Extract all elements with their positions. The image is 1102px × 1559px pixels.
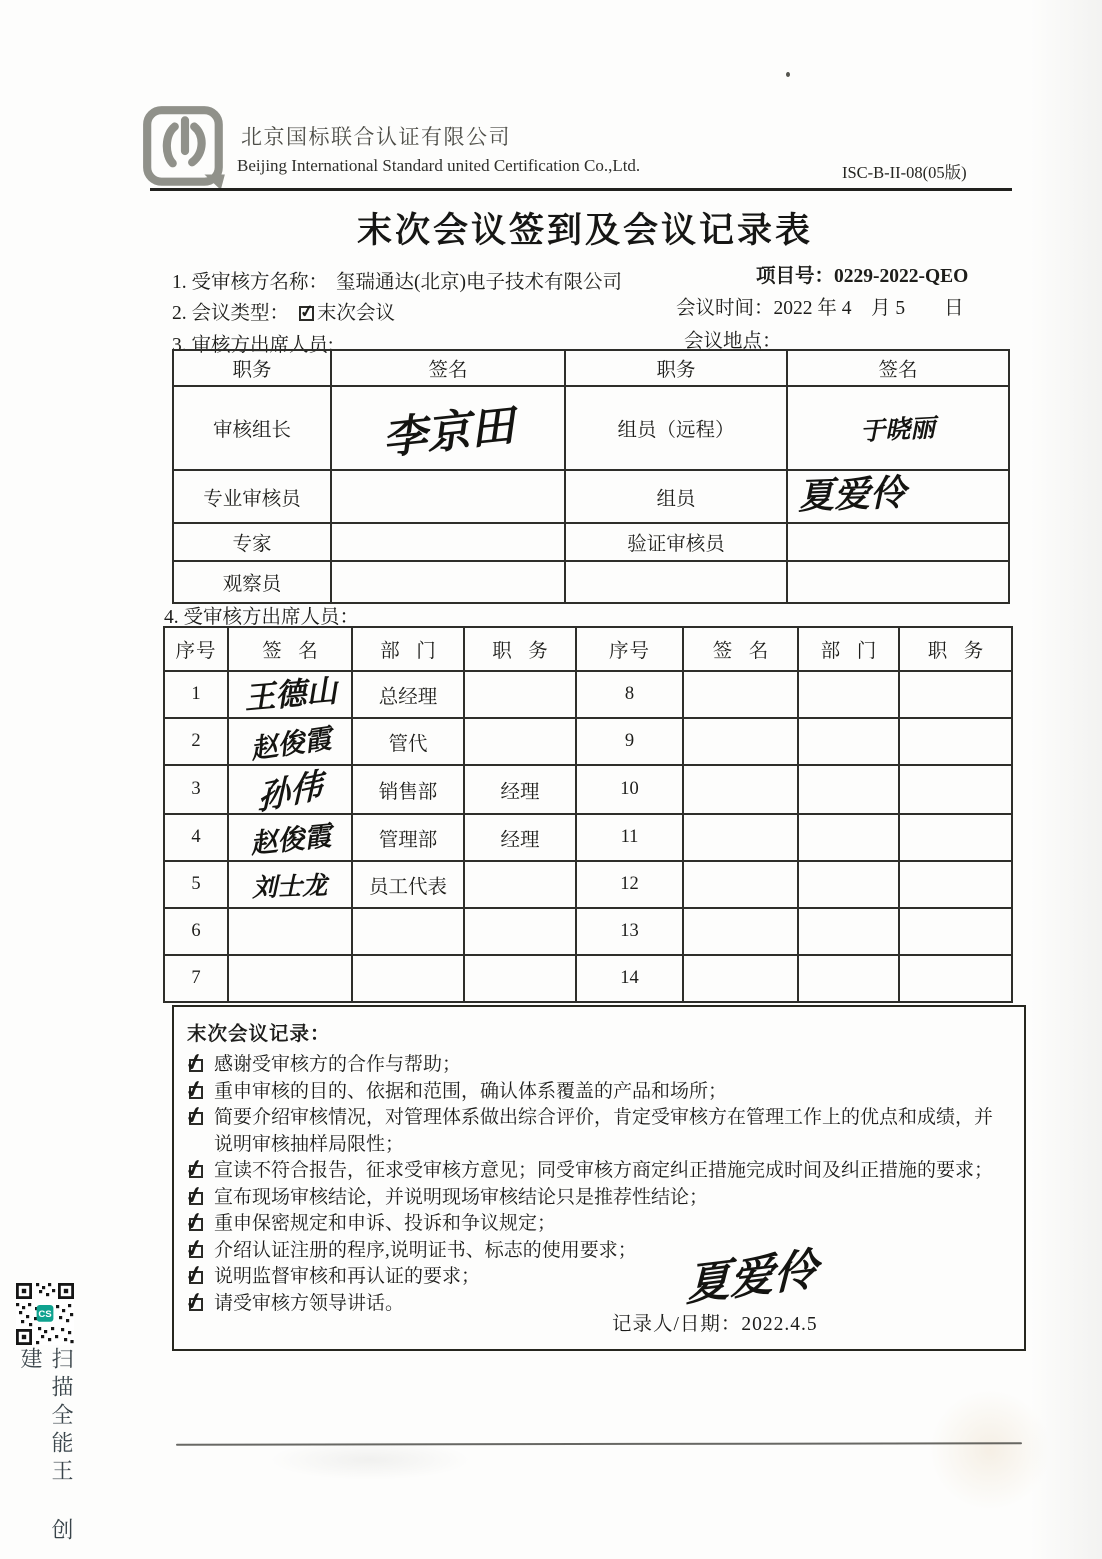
project-number-line bbox=[756, 260, 968, 288]
department-cell bbox=[798, 955, 899, 1002]
auditee-name-label: 1. 受审核方名称： bbox=[172, 272, 329, 293]
checkbox-checked-icon bbox=[189, 1059, 203, 1072]
position-cell bbox=[899, 765, 1012, 814]
meeting-type-value: 末次会议 bbox=[317, 303, 396, 324]
auditor-signin-table bbox=[172, 349, 1010, 604]
record-item-text: 宣布现场审核结论，并说明现场审核结论只是推荐性结论； bbox=[214, 1186, 709, 1208]
serial-cell: 13 bbox=[576, 908, 683, 955]
role-cell: 验证审核员 bbox=[565, 523, 787, 561]
position-cell bbox=[464, 718, 576, 765]
serial-cell: 4 bbox=[164, 814, 228, 861]
column-header-position: 职务 bbox=[464, 627, 576, 671]
record-checklist-item bbox=[189, 1238, 1024, 1265]
serial-cell: 8 bbox=[576, 671, 683, 718]
page-fold-line bbox=[176, 1442, 1022, 1445]
table-row bbox=[164, 765, 1012, 814]
scan-smudge bbox=[270, 1440, 470, 1480]
department-cell bbox=[798, 814, 899, 861]
signature-attendee: 刘士龙 bbox=[252, 872, 329, 902]
role-cell bbox=[565, 561, 787, 603]
column-header-role: 职务 bbox=[565, 350, 787, 386]
department-cell bbox=[798, 908, 899, 955]
company-name-en: Beijing International Standard united Certification Co.,Ltd. bbox=[237, 156, 641, 175]
table-row bbox=[164, 955, 1012, 1002]
department-cell: 管理部 bbox=[352, 814, 464, 861]
signature-cell bbox=[683, 765, 798, 814]
position-cell bbox=[464, 861, 576, 908]
auditor-attendees-label: 3. 审核方出席人员: bbox=[172, 335, 334, 356]
scan-smudge bbox=[930, 1390, 1050, 1510]
project-number-label: 项目号： bbox=[756, 266, 835, 287]
checkbox-checked-icon bbox=[189, 1192, 203, 1205]
record-item-text: 宣读不符合报告，征求受审核方意见；同受审核方商定纠正措施完成时间及纠正措施的要求； bbox=[214, 1160, 994, 1181]
signature-cell bbox=[787, 386, 1009, 470]
signature-cell bbox=[228, 814, 352, 861]
position-cell bbox=[464, 671, 576, 718]
checkbox-checked-icon bbox=[189, 1165, 203, 1178]
table-row bbox=[164, 718, 1012, 765]
company-name-cn: 北京国标联合认证有限公司 bbox=[241, 125, 511, 149]
signature-cell bbox=[787, 561, 1009, 603]
department-cell bbox=[798, 861, 899, 908]
checkbox-checked-icon bbox=[189, 1218, 203, 1231]
record-checklist-item bbox=[189, 1052, 1024, 1079]
recorder-date-value: 2022.4.5 bbox=[741, 1314, 818, 1335]
table-row bbox=[164, 908, 1012, 955]
signature-cell bbox=[228, 765, 352, 819]
serial-cell: 6 bbox=[164, 908, 228, 955]
signature-attendee: 赵俊霞 bbox=[248, 723, 333, 765]
serial-cell: 1 bbox=[164, 671, 228, 718]
record-item-text: 重申保密规定和申诉、投诉和争议规定； bbox=[214, 1213, 557, 1234]
camscanner-watermark-text: 扫描全能王 创建 bbox=[18, 1347, 74, 1546]
meeting-time-label: 会议时间： bbox=[676, 298, 774, 319]
meeting-time-line bbox=[676, 292, 964, 320]
department-cell: 员工代表 bbox=[352, 861, 464, 908]
signature-cell bbox=[683, 908, 798, 955]
department-cell bbox=[352, 955, 464, 1002]
position-cell: 经理 bbox=[464, 765, 576, 814]
auditee-name-line bbox=[172, 266, 622, 294]
table-header-row bbox=[164, 627, 1012, 671]
meeting-place-label: 会议地点： bbox=[684, 331, 782, 352]
record-checklist-item bbox=[189, 1291, 1024, 1318]
certification-body-logo-icon bbox=[139, 103, 231, 195]
recorder-date-line bbox=[612, 1308, 818, 1336]
signature-attendee: 赵俊霞 bbox=[248, 820, 333, 860]
serial-cell: 7 bbox=[164, 955, 228, 1002]
signature-attendee: 孙伟 bbox=[257, 767, 323, 819]
column-header-signature: 签名 bbox=[331, 350, 565, 386]
recorder-label: 记录人/日期： bbox=[612, 1314, 742, 1335]
record-item-text: 重申审核的目的、依据和范围，确认体系覆盖的产品和场所； bbox=[214, 1080, 728, 1102]
meeting-record-box bbox=[172, 1005, 1026, 1351]
role-cell: 专业审核员 bbox=[173, 470, 331, 523]
record-checklist-item bbox=[189, 1158, 1024, 1185]
serial-cell: 14 bbox=[576, 955, 683, 1002]
table-row bbox=[173, 386, 1009, 470]
signature-cell bbox=[683, 955, 798, 1002]
table-row bbox=[164, 814, 1012, 861]
position-cell bbox=[899, 861, 1012, 908]
record-title: 末次会议记录： bbox=[187, 1024, 331, 1045]
signature-cell bbox=[683, 671, 798, 718]
role-cell: 观察员 bbox=[173, 561, 331, 603]
camscanner-cs-label: CS bbox=[38, 1309, 52, 1321]
position-cell bbox=[899, 955, 1012, 1002]
camscanner-qr-code-icon bbox=[16, 1283, 74, 1345]
position-cell: 经理 bbox=[464, 814, 576, 861]
checkbox-checked-icon bbox=[189, 1245, 203, 1258]
signature-cell bbox=[228, 908, 352, 955]
column-header-serial: 序号 bbox=[164, 627, 228, 671]
signature-member: 夏爱伶 bbox=[797, 472, 907, 517]
position-cell bbox=[899, 814, 1012, 861]
serial-cell: 12 bbox=[576, 861, 683, 908]
record-checklist-item bbox=[189, 1185, 1024, 1212]
signature-recorder: 夏爱伶 bbox=[685, 1244, 818, 1311]
record-item-text: 介绍认证注册的程序,说明证书、标志的使用要求； bbox=[214, 1239, 637, 1261]
record-item-text: 简要介绍审核情况，对管理体系做出综合评价，肯定受审核方在管理工作上的优点和成绩，并说明审核抽样局限性； bbox=[214, 1107, 994, 1155]
position-cell bbox=[464, 955, 576, 1002]
record-checklist-item bbox=[189, 1105, 1024, 1158]
signature-cell bbox=[683, 718, 798, 765]
serial-cell: 10 bbox=[576, 765, 683, 814]
scan-speck bbox=[786, 72, 790, 77]
table-row bbox=[164, 671, 1012, 718]
table-row bbox=[164, 861, 1012, 908]
header-divider bbox=[150, 188, 1012, 191]
serial-cell: 9 bbox=[576, 718, 683, 765]
signature-cell bbox=[331, 386, 565, 470]
serial-cell: 2 bbox=[164, 718, 228, 765]
attendee-signin-table bbox=[163, 626, 1013, 1003]
column-header-signature: 签名 bbox=[228, 627, 352, 671]
role-cell: 专家 bbox=[173, 523, 331, 561]
signature-attendee: 王德山 bbox=[242, 673, 338, 716]
signature-cell bbox=[228, 671, 352, 718]
signature-cell bbox=[787, 470, 1009, 523]
position-cell bbox=[899, 671, 1012, 718]
column-header-signature: 签名 bbox=[683, 627, 798, 671]
role-cell: 组员（远程） bbox=[565, 386, 787, 470]
role-cell: 审核组长 bbox=[173, 386, 331, 470]
checkbox-checked-icon bbox=[189, 1271, 203, 1284]
table-header-row bbox=[173, 350, 1009, 386]
signature-cell bbox=[331, 470, 565, 523]
department-cell bbox=[798, 671, 899, 718]
attendee-section-label: 4. 受审核方出席人员： bbox=[164, 607, 360, 628]
checkbox-checked-icon bbox=[189, 1086, 203, 1099]
signature-cell bbox=[331, 561, 565, 603]
column-header-department: 部门 bbox=[798, 627, 899, 671]
table-row bbox=[173, 470, 1009, 523]
checkbox-checked-icon bbox=[189, 1112, 203, 1125]
signature-audit-team-leader: 李京田 bbox=[380, 401, 517, 464]
serial-cell: 11 bbox=[576, 814, 683, 861]
record-item-text: 感谢受审核方的合作与帮助； bbox=[214, 1054, 462, 1075]
serial-cell: 3 bbox=[164, 765, 228, 814]
record-checklist bbox=[189, 1052, 1024, 1317]
department-cell: 销售部 bbox=[352, 765, 464, 814]
department-cell bbox=[798, 718, 899, 765]
department-cell: 管代 bbox=[352, 718, 464, 765]
serial-cell: 5 bbox=[164, 861, 228, 908]
checkbox-checked-icon bbox=[189, 1298, 203, 1311]
record-checklist-item bbox=[189, 1079, 1024, 1106]
column-header-position: 职务 bbox=[899, 627, 1012, 671]
signature-cell bbox=[228, 955, 352, 1002]
column-header-serial: 序号 bbox=[576, 627, 683, 671]
department-cell: 总经理 bbox=[352, 671, 464, 718]
record-item-text: 说明监督审核和再认证的要求； bbox=[214, 1266, 481, 1287]
checkbox-checked-icon bbox=[299, 306, 314, 321]
signature-cell bbox=[228, 718, 352, 765]
record-item-text: 请受审核方领导讲话。 bbox=[214, 1292, 405, 1314]
table-row bbox=[173, 523, 1009, 561]
column-header-department: 部门 bbox=[352, 627, 464, 671]
form-code: ISC-B-II-08(05版) bbox=[842, 163, 967, 182]
scan-edge-shadow bbox=[1030, 0, 1102, 1559]
form-title: 末次会议签到及会议记录表 bbox=[356, 211, 813, 250]
record-checklist-item bbox=[189, 1211, 1024, 1238]
column-header-signature: 签名 bbox=[787, 350, 1009, 386]
position-cell bbox=[464, 908, 576, 955]
signature-cell bbox=[228, 861, 352, 908]
project-number-value: 0229-2022-QEO bbox=[834, 266, 969, 287]
signature-cell bbox=[331, 523, 565, 561]
meeting-time-value: 2022 年 4 月 5 日 bbox=[773, 298, 964, 319]
signature-remote-member: 于晓丽 bbox=[859, 415, 937, 446]
column-header-role: 职务 bbox=[173, 350, 331, 386]
meeting-type-label: 2. 会议类型： bbox=[172, 303, 290, 324]
record-checklist-item bbox=[189, 1264, 1024, 1291]
table-row bbox=[173, 561, 1009, 603]
signature-cell bbox=[683, 814, 798, 861]
auditee-name-value: 玺瑞通达(北京)电子技术有限公司 bbox=[336, 272, 623, 293]
department-cell bbox=[798, 765, 899, 814]
signature-cell bbox=[683, 861, 798, 908]
signature-cell bbox=[787, 523, 1009, 561]
position-cell bbox=[899, 718, 1012, 765]
position-cell bbox=[899, 908, 1012, 955]
meeting-type-line bbox=[172, 297, 395, 325]
role-cell: 组员 bbox=[565, 470, 787, 523]
department-cell bbox=[352, 908, 464, 955]
